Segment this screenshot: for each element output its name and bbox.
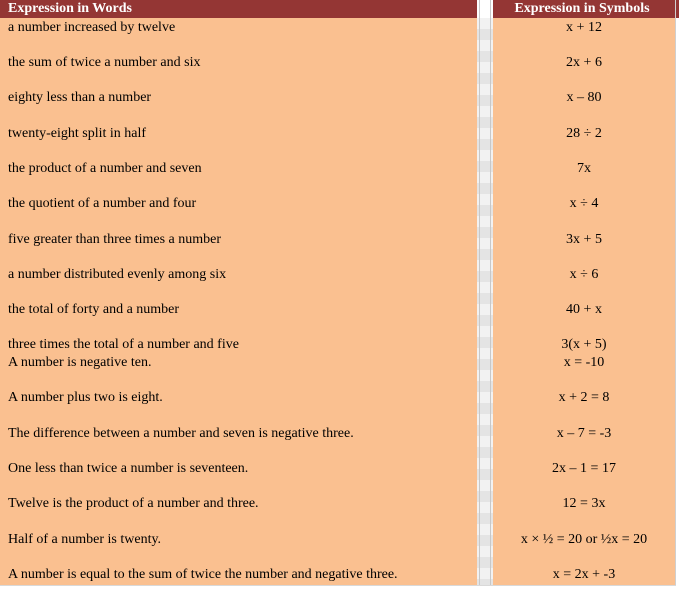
table-row [0,388,676,408]
symbols-cell: 7x [577,161,591,176]
header-column-divider [477,0,493,18]
words-cell: five greater than three times a number [8,232,222,247]
symbols-cell: 28 ÷ 2 [566,126,602,141]
table-row [0,18,676,38]
words-cell: twenty-eight split in half [8,126,147,141]
words-cell: the quotient of a number and four [8,196,197,211]
table-row [0,459,676,479]
table-row [0,53,676,73]
symbols-cell: x × ½ = 20 or ½x = 20 [520,532,648,547]
words-cell: A number is negative ten. [8,355,152,370]
table-row [0,424,676,444]
words-cell: the sum of twice a number and six [8,55,201,70]
symbols-cell: 3x + 5 [566,232,602,247]
words-cell: One less than twice a number is seventeen. [8,461,249,476]
table-row [0,194,676,214]
words-cell: a number increased by twelve [8,20,176,35]
table-row [0,124,676,144]
table-row [0,530,676,550]
table-row [0,159,676,179]
symbols-cell: x + 12 [566,20,602,35]
table-row [0,565,676,585]
symbols-cell: 3(x + 5) [561,337,607,352]
symbols-cell: x ÷ 6 [569,267,599,282]
symbols-cell: 2x + 6 [566,55,602,70]
table-row [0,335,676,355]
header-words: Expression in Words [8,1,132,16]
table-row [0,230,676,250]
symbols-cell: x = 2x + -3 [552,567,616,582]
words-cell: The difference between a number and seven is negative three. [8,426,354,441]
symbols-cell: x + 2 = 8 [558,390,610,405]
symbols-cell: 2x – 1 = 17 [552,461,616,476]
table-row [0,265,676,285]
symbols-cell: 12 = 3x [562,496,606,511]
symbols-cell: x – 80 [566,90,602,105]
symbols-cell: x – 7 = -3 [556,426,612,441]
table-bottom-border [0,585,676,586]
symbols-cell: x ÷ 4 [569,196,599,211]
words-cell: three times the total of a number and five [8,337,239,352]
table-row [0,353,676,373]
header-symbols: Expression in Symbols [514,1,650,16]
table-row [0,300,676,320]
words-cell: the product of a number and seven [8,161,202,176]
symbols-cell: x = -10 [563,355,605,370]
words-cell: Twelve is the product of a number and three. [8,496,259,511]
words-cell: A number is equal to the sum of twice the number and negative three. [8,567,398,582]
table-row [0,494,676,514]
table-row [0,88,676,108]
table-header [0,0,679,18]
words-cell: Half of a number is twenty. [8,532,162,547]
words-cell: the total of forty and a number [8,302,180,317]
words-cell: A number plus two is eight. [8,390,163,405]
words-cell: eighty less than a number [8,90,152,105]
symbols-cell: 40 + x [566,302,602,317]
words-cell: a number distributed evenly among six [8,267,227,282]
